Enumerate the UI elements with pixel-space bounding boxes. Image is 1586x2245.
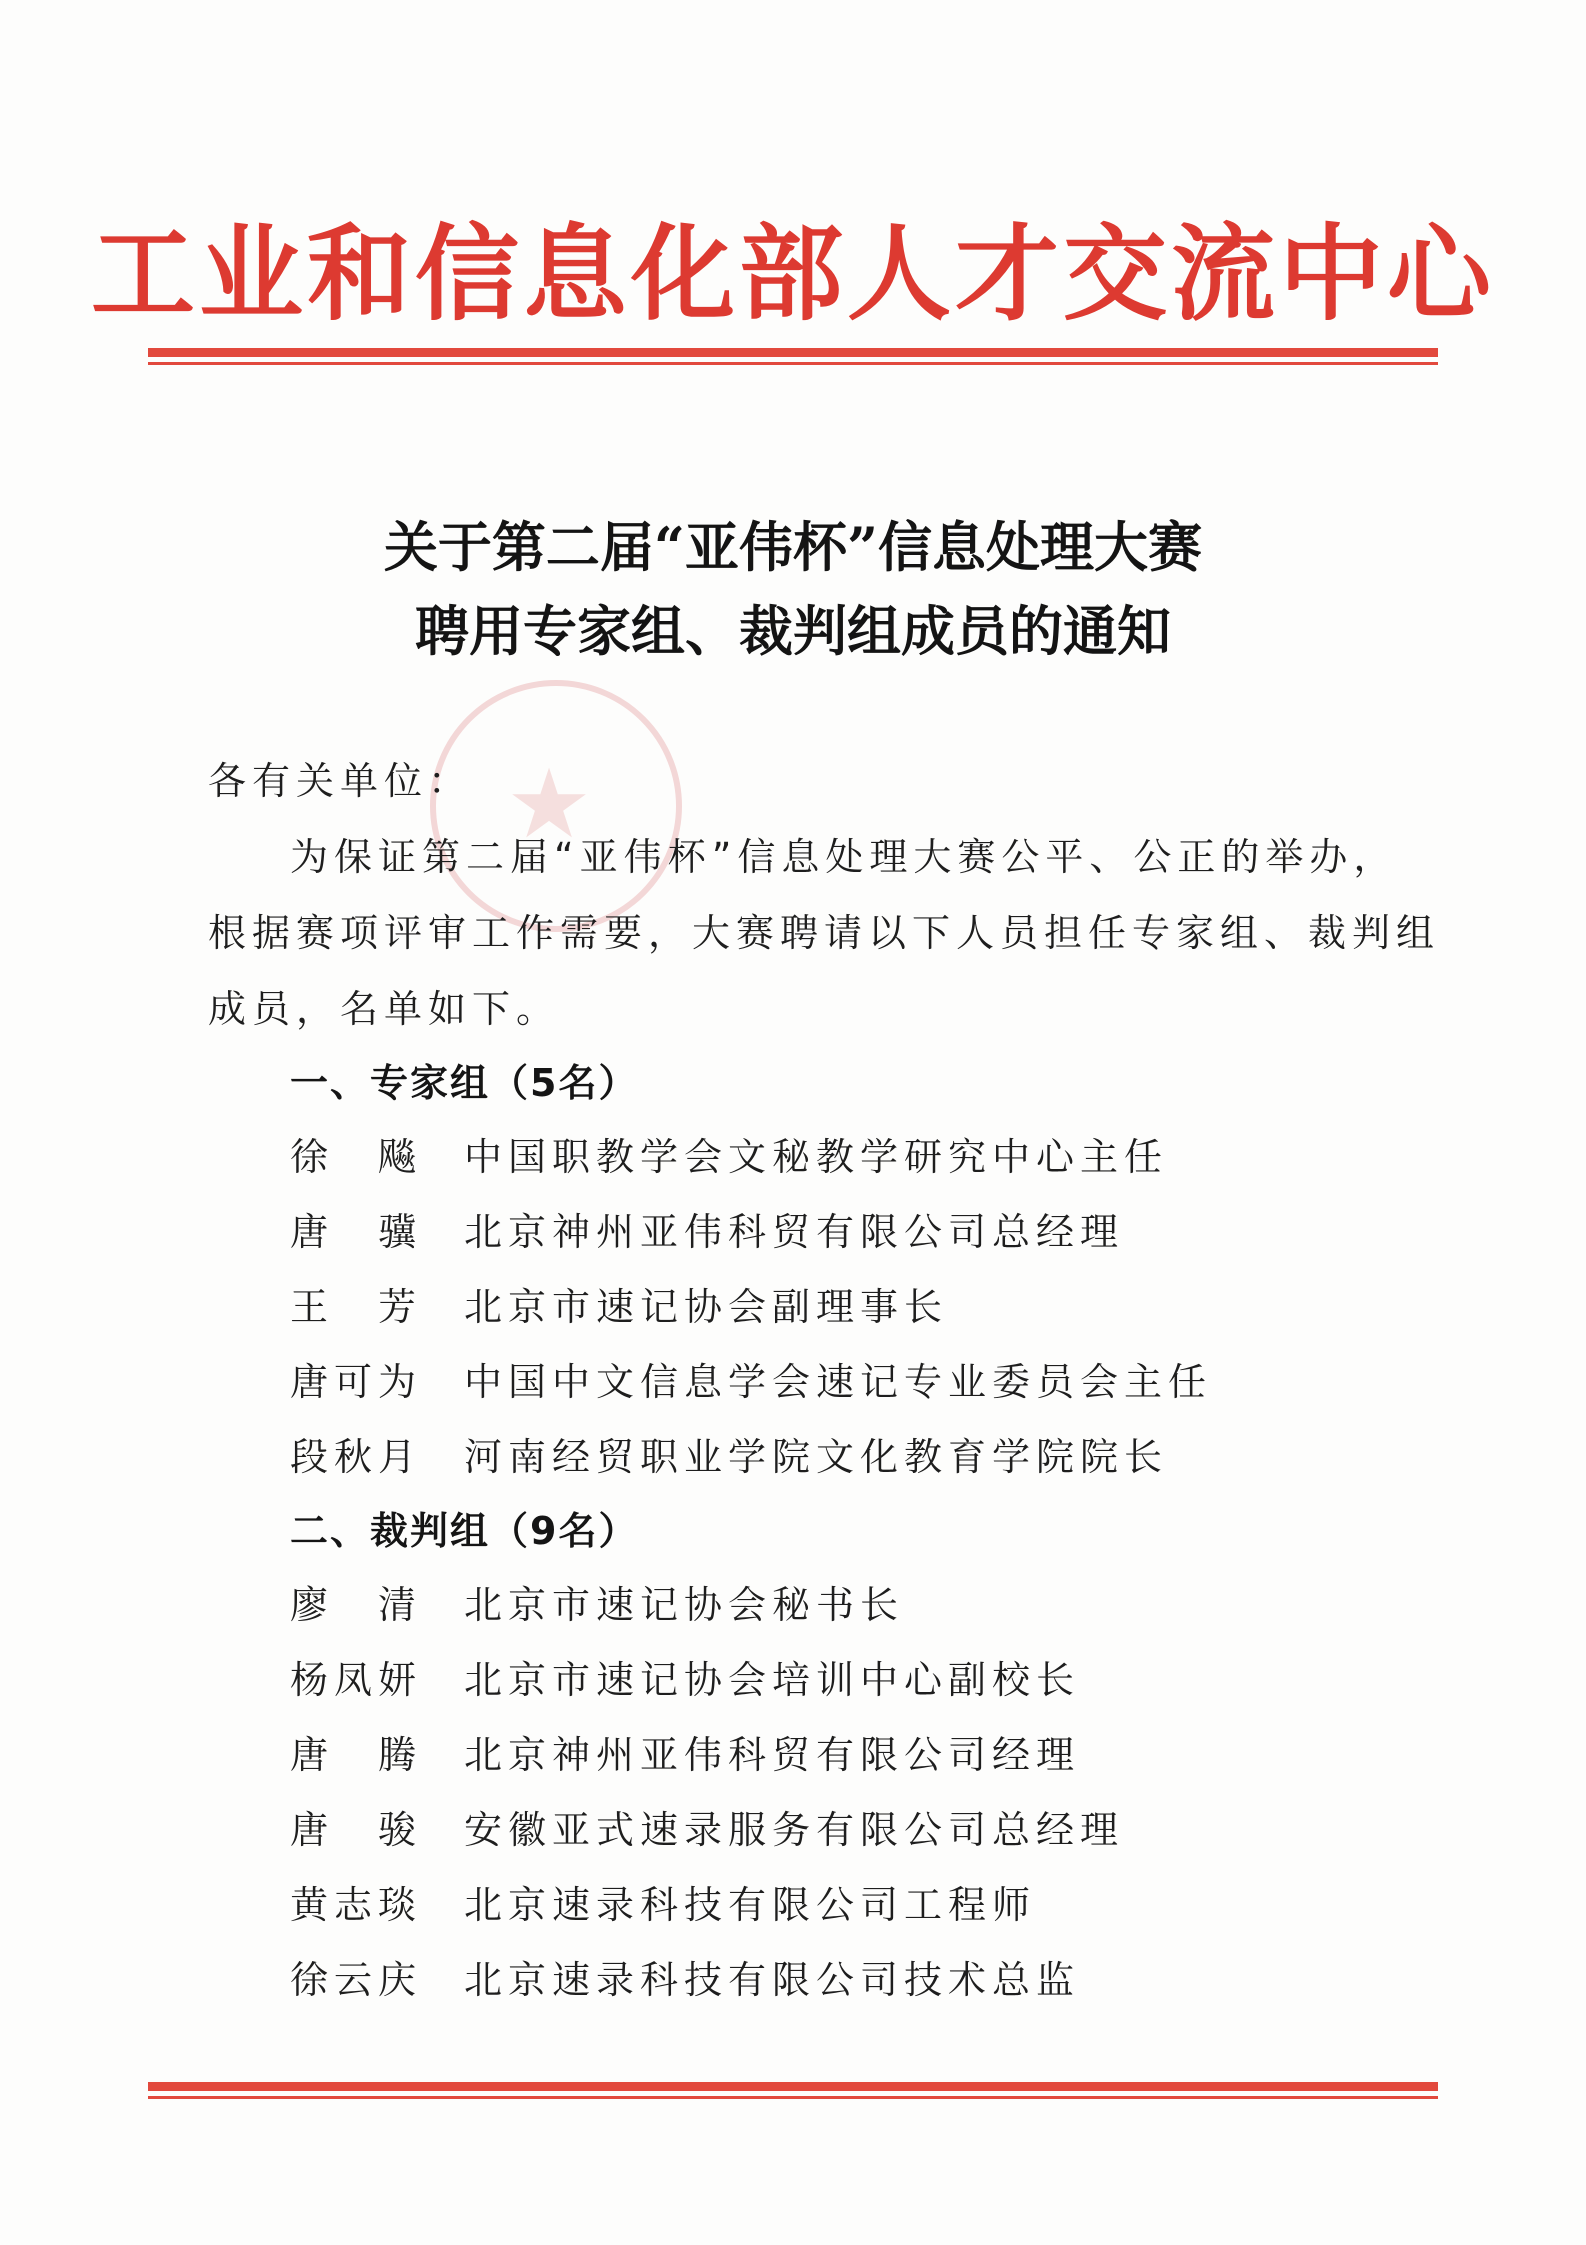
member-role: 北京市速记协会培训中心副校长	[464, 1658, 1081, 1702]
seal-star-icon: ★	[506, 748, 593, 860]
member-name: 唐可为	[290, 1360, 420, 1404]
footer-red-rule	[148, 2082, 1438, 2099]
member-name: 黄志琰	[290, 1883, 420, 1927]
official-seal	[430, 680, 682, 932]
member-name: 段秋月	[290, 1435, 420, 1479]
member-role: 北京速录科技有限公司工程师	[464, 1883, 1037, 1927]
member-role: 北京市速记协会秘书长	[464, 1583, 905, 1627]
member-name: 唐腾	[290, 1733, 420, 1777]
body-line-3: 成员，名单如下。	[208, 987, 561, 1031]
header-red-rule	[148, 348, 1438, 365]
section-heading-expert-group: 一、专家组（5名）	[290, 1061, 639, 1105]
body-line-2: 根据赛项评审工作需要，大赛聘请以下人员担任专家组、裁判组	[208, 911, 1441, 955]
member-role: 北京神州亚伟科贸有限公司总经理	[464, 1210, 1125, 1254]
member-role: 中国职教学会文秘教学研究中心主任	[464, 1135, 1169, 1179]
salutation: 各有关单位：	[208, 759, 473, 803]
member-name: 王芳	[290, 1285, 420, 1329]
footer-rule-thin	[148, 2096, 1438, 2099]
member-name: 唐骥	[290, 1210, 420, 1254]
member-name: 杨凤妍	[290, 1658, 420, 1702]
body-line-1: 为保证第二届“亚伟杯”信息处理大赛公平、公正的举办，	[290, 835, 1398, 879]
notice-title-line-1: 关于第二届“亚伟杯”信息处理大赛	[383, 515, 1203, 579]
member-role: 北京神州亚伟科贸有限公司经理	[464, 1733, 1081, 1777]
footer-rule-thick	[148, 2082, 1438, 2091]
member-role: 中国中文信息学会速记专业委员会主任	[464, 1360, 1213, 1404]
header-rule-thick	[148, 348, 1438, 357]
member-name: 徐云庆	[290, 1958, 420, 2002]
member-role: 北京速录科技有限公司技术总监	[464, 1958, 1081, 2002]
member-name: 唐骏	[290, 1808, 420, 1852]
member-name: 徐飚	[290, 1135, 420, 1179]
section-heading-referee-group: 二、裁判组（9名）	[290, 1509, 639, 1553]
member-role: 北京市速记协会副理事长	[464, 1285, 949, 1329]
header-rule-thin	[148, 362, 1438, 365]
member-role: 安徽亚式速录服务有限公司总经理	[464, 1808, 1125, 1852]
masthead-title: 工业和信息化部人才交流中心	[90, 212, 1495, 335]
member-name: 廖清	[290, 1583, 420, 1627]
notice-title-line-2: 聘用专家组、裁判组成员的通知	[415, 599, 1171, 663]
member-role: 河南经贸职业学院文化教育学院院长	[464, 1435, 1169, 1479]
